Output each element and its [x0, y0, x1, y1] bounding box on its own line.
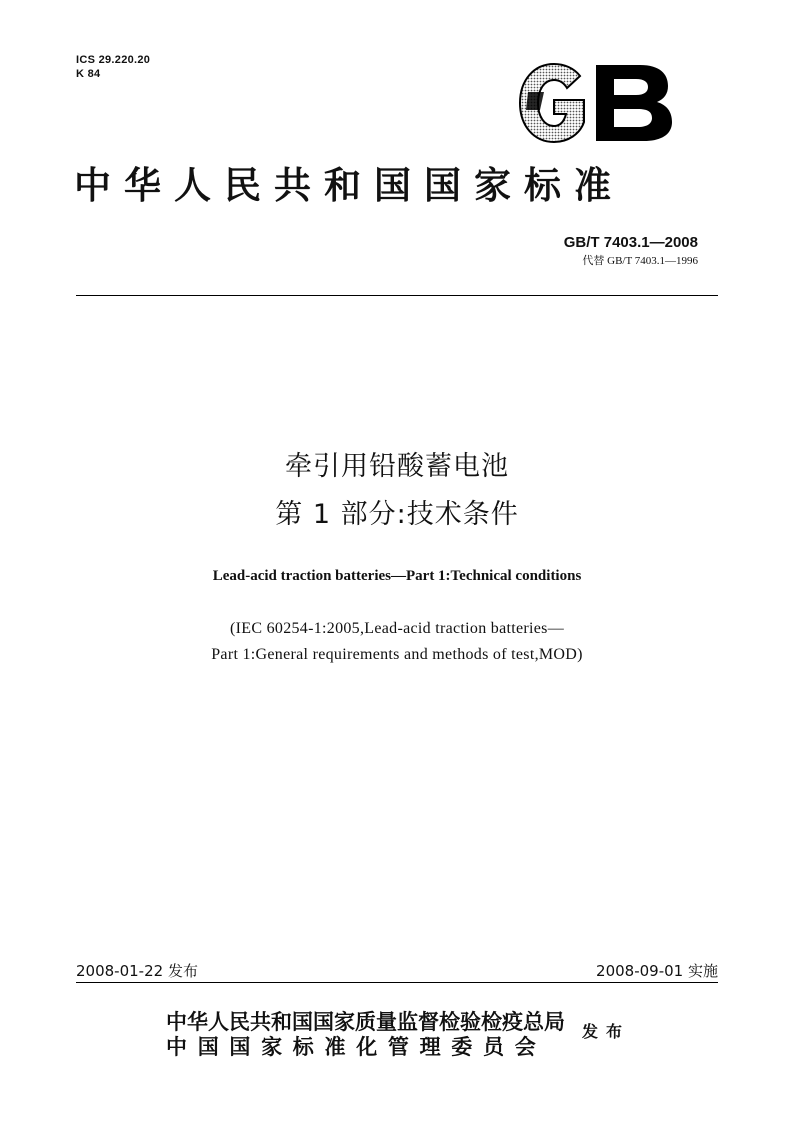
issuer-aqsiq: 中华人民共和国国家质量监督检验检疫总局: [166, 1010, 565, 1034]
national-standard-title: 中华人民共和国国家标准: [74, 164, 624, 207]
implementation-date: 2008-09-01 实施: [596, 962, 718, 980]
publish-label: 发布: [582, 1022, 631, 1041]
standard-number: GB/T 7403.1—2008: [563, 234, 698, 251]
iec-reference-line1: (IEC 60254-1:2005,Lead-acid traction batteries—: [230, 620, 564, 637]
chinese-title-line1: 牵引用铅酸蓄电池: [285, 451, 509, 482]
chinese-title-line2: 第 1 部分:技术条件: [275, 499, 519, 530]
iec-reference-line2: Part 1:General requirements and methods of test,MOD): [211, 646, 583, 663]
replaced-standard: 代替 GB/T 7403.1—1996: [582, 255, 698, 267]
ics-code: ICS 29.220.20: [76, 54, 151, 66]
issuer-sac: 中国国家标准化管理委员会: [166, 1035, 547, 1059]
issue-date: 2008-01-22 发布: [76, 962, 198, 980]
ccs-code: K 84: [76, 68, 101, 80]
gb-logo: [518, 62, 674, 144]
bottom-divider: [76, 982, 718, 983]
english-title: Lead-acid traction batteries—Part 1:Technical conditions: [212, 568, 582, 584]
top-divider: [76, 295, 718, 296]
gb-logo-graphic: [518, 62, 674, 144]
classification-codes: [76, 53, 150, 81]
